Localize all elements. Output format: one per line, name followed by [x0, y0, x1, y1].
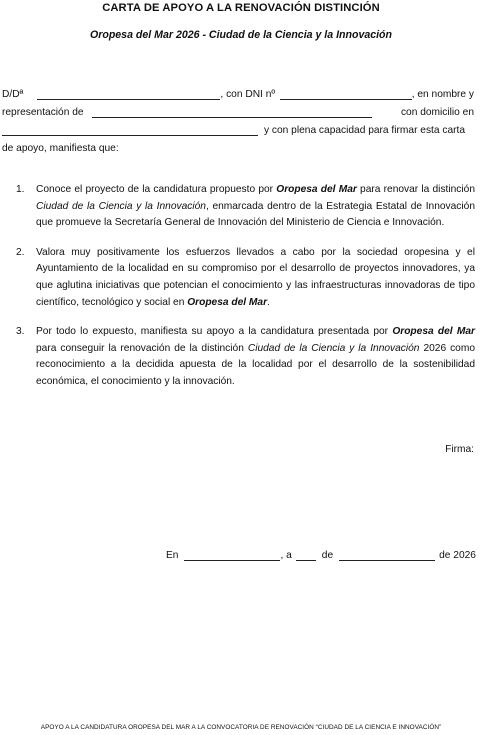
declaration-list [16, 182, 475, 404]
page-title: CARTA DE APOYO A LA RENOVACIÓN DISTINCIÓN [102, 2, 380, 14]
item-number: 1. [16, 184, 25, 195]
list-item [16, 182, 475, 232]
address-field[interactable] [2, 124, 258, 136]
nombre-label: , en nombre y [411, 89, 474, 100]
list-item [16, 324, 475, 390]
a-label: , a [280, 550, 292, 561]
place-date-line [166, 549, 476, 561]
signature-label: Firma: [445, 444, 474, 455]
declarant-form [2, 82, 474, 154]
form-row-manifest [2, 136, 474, 154]
item-text: Valora muy positivamente los esfuerzos llevados a cabo por la sociedad oropesina y el Ayuntamiento de la localidad en su compromiso por el desarrollo de proyectos innovadores, ya que aglutina iniciativas que potencian el conocimiento y las infraestructuras innovadoras de tipo científico, tecnológico y social en Oropesa del Mar. [36, 246, 475, 308]
page-footer: APOYO A LA CANDIDATURA OROPESA DEL MAR A LA CONVOCATORIA DE RENOVACIÓN “CIUDAD DE LA CIENCIA E INNOVACIÓN” [40, 724, 442, 731]
page-subtitle: Oropesa del Mar 2026 - Ciudad de la Ciencia y la Innovación [89, 29, 393, 41]
name-field[interactable] [37, 88, 220, 100]
form-row-name [2, 82, 474, 100]
form-row-address [2, 118, 474, 136]
item-number: 2. [16, 246, 25, 258]
day-field[interactable] [296, 549, 316, 561]
place-field[interactable] [184, 549, 280, 561]
year-label: de 2026 [439, 550, 476, 561]
representacion-label: representación de [2, 107, 84, 118]
en-label: En [166, 550, 179, 561]
month-field[interactable] [339, 549, 435, 561]
item-text: Por todo lo expuesto, manifiesta su apoyo a la candidatura presentada por Oropesa del Mar para conseguir la renovación de la distinción Ciudad de la Ciencia y la Innovación 2026 como reconocimiento a la decidida apuesta de la localidad por el desarrollo de la sostenibilidad económica, el conocimiento y la innovación. [36, 326, 475, 387]
item-number: 3. [16, 326, 25, 338]
domicilio-label: con domicilio en [400, 107, 474, 118]
entity-field[interactable] [92, 106, 372, 118]
form-row-representation [2, 100, 474, 118]
item-text: Conoce el proyecto de la candidatura propuesto por Oropesa del Mar para renovar la distinción Ciudad de la Ciencia y la Innovación, enmarcada dentro de la Estrategia Estatal de Innovación que promueve la Secretaría General de Innovación del Ministerio de Ciencia e Innovación. [36, 184, 475, 229]
manifiesta-label: de apoyo, manifiesta que: [2, 143, 119, 154]
dni-label: , con DNI nº [220, 89, 276, 100]
dni-field[interactable] [280, 88, 412, 100]
capacidad-label: y con plena capacidad para firmar esta carta [264, 125, 466, 136]
list-item [16, 245, 475, 311]
dd-label: D/Dª [2, 89, 24, 100]
de-label: de [321, 550, 334, 561]
